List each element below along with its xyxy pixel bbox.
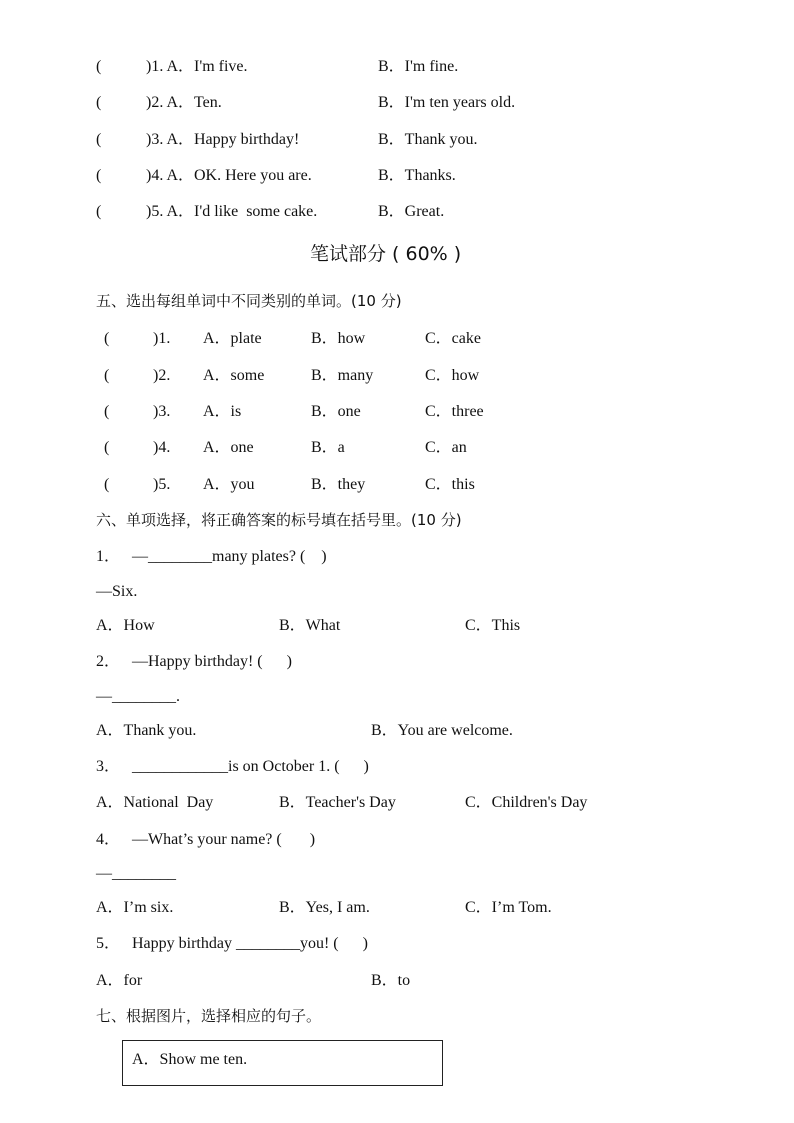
question-option-a: )2. A．Ten. <box>146 94 222 111</box>
option-b: B．they <box>311 476 366 493</box>
question-number: )2. <box>153 367 171 384</box>
question-4-stem: 4． —What’s your name? ( ) <box>96 831 316 848</box>
question-1-stem: 1． —________many plates? ( ) <box>96 548 327 565</box>
question-option-b: B．Great. <box>378 203 445 220</box>
answer-box-text: A．Show me ten. <box>132 1051 248 1068</box>
answer-paren: ( <box>96 58 102 75</box>
option-a: A．National Day <box>96 794 214 811</box>
question-option-b: B．I'm ten years old. <box>378 94 516 111</box>
section-5-title: 五、选出每组单词中不同类别的单词。(10 分) <box>96 292 402 310</box>
option-b: B．Teacher's Day <box>279 794 396 811</box>
option-a: A．plate <box>203 330 262 347</box>
question-1-answer-line: —Six. <box>96 583 138 600</box>
answer-paren: ( <box>96 94 102 111</box>
option-a: A．How <box>96 617 155 634</box>
question-4-answer-line: —________ <box>96 865 176 882</box>
question-option-b: B．I'm fine. <box>378 58 459 75</box>
option-c: C．Children's Day <box>465 794 588 811</box>
answer-paren: ( <box>96 167 102 184</box>
question-5-stem: 5． Happy birthday ________you! ( ) <box>96 935 368 952</box>
option-a: A．you <box>203 476 255 493</box>
option-a: A．for <box>96 972 143 989</box>
option-b: B．a <box>311 439 345 456</box>
answer-paren: ( <box>96 131 102 148</box>
question-2-stem: 2． —Happy birthday! ( ) <box>96 653 292 670</box>
option-b: B．You are welcome. <box>371 722 513 739</box>
written-part-title: 笔试部分 ( 60% ) <box>310 243 462 265</box>
section-6-title: 六、单项选择，将正确答案的标号填在括号里。(10 分) <box>96 511 462 529</box>
option-c: C．this <box>425 476 475 493</box>
answer-box <box>122 1040 443 1086</box>
question-option-b: B．Thanks. <box>378 167 456 184</box>
question-option-a: )4. A．OK. Here you are. <box>146 167 312 184</box>
section-7-title: 七、根据图片，选择相应的句子。 <box>96 1007 322 1025</box>
option-c: C．three <box>425 403 484 420</box>
question-3-stem: 3． ____________is on October 1. ( ) <box>96 758 369 775</box>
question-option-b: B．Thank you. <box>378 131 478 148</box>
answer-paren: ( <box>104 403 110 420</box>
question-2-answer-line: —________. <box>96 688 180 705</box>
question-number: )5. <box>153 476 171 493</box>
option-c: C．I’m Tom. <box>465 899 552 916</box>
option-a: A．is <box>203 403 242 420</box>
answer-paren: ( <box>104 476 110 493</box>
question-number: )1. <box>153 330 171 347</box>
answer-paren: ( <box>104 330 110 347</box>
option-c: C．an <box>425 439 467 456</box>
option-c: C．cake <box>425 330 481 347</box>
option-a: A．some <box>203 367 265 384</box>
option-b: B．many <box>311 367 374 384</box>
option-b: B．to <box>371 972 411 989</box>
question-number: )3. <box>153 403 171 420</box>
option-c: C．how <box>425 367 480 384</box>
question-option-a: )3. A．Happy birthday! <box>146 131 300 148</box>
option-b: B．how <box>311 330 366 347</box>
option-a: A．Thank you. <box>96 722 197 739</box>
option-b: B．What <box>279 617 341 634</box>
question-number: )4. <box>153 439 171 456</box>
answer-paren: ( <box>104 367 110 384</box>
option-a: A．one <box>203 439 254 456</box>
option-a: A．I’m six. <box>96 899 174 916</box>
option-b: B．one <box>311 403 361 420</box>
option-c: C．This <box>465 617 521 634</box>
question-option-a: )5. A．I'd like some cake. <box>146 203 318 220</box>
answer-paren: ( <box>96 203 102 220</box>
option-b: B．Yes, I am. <box>279 899 370 916</box>
question-option-a: )1. A．I'm five. <box>146 58 248 75</box>
answer-paren: ( <box>104 439 110 456</box>
